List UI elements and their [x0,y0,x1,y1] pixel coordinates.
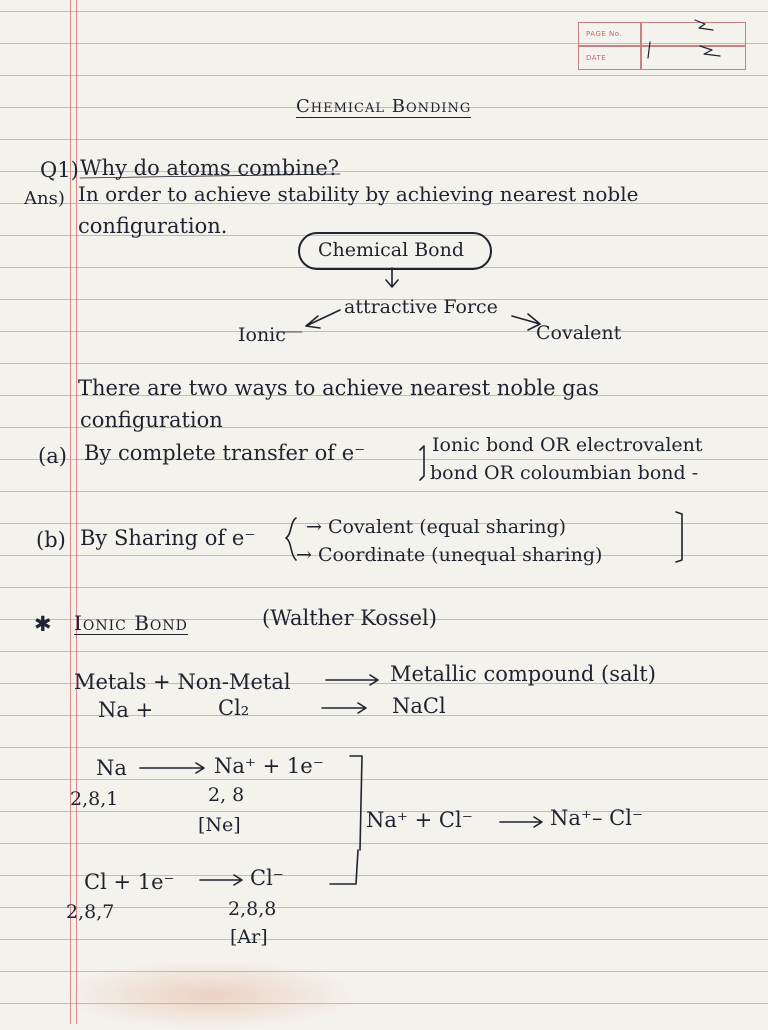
way-a-label: (a) [38,444,67,468]
brace-b-close [676,512,682,562]
question-text: Why do atoms combine? [80,156,340,180]
na-noble-gas: [Ne] [198,814,241,836]
cl-arrow [200,875,242,885]
date-label: DATE [586,54,607,62]
left-arrow [306,310,340,328]
cl-config-2: 2,8,8 [228,898,277,920]
combine-right: Na⁺– Cl⁻ [550,806,644,830]
page-title: Chemical Bonding [296,96,472,117]
answer-label: Ans) [24,188,65,209]
star-icon: ✱ [34,612,52,636]
bracket-cl [330,850,358,884]
general-arrow [326,675,378,685]
way-b-label: (b) [36,528,66,552]
ways-line-2: configuration [80,408,223,432]
na-eq-left: Na [96,756,127,780]
answer-line-1: In order to achieve stability by achieving nearest noble [78,182,639,206]
answer-line-2: configuration. [78,214,228,238]
page-no-label: PAGE No. [586,30,623,38]
cl-config-1: 2,8,7 [66,901,115,923]
ways-line-1: There are two ways to achieve nearest noble gas [78,376,599,400]
combine-arrow [500,817,542,827]
underline-question [80,174,340,178]
diagram-right: Covalent [536,322,622,344]
arrow-transfer [420,446,424,480]
cl-eq-left: Cl + 1e⁻ [84,870,175,894]
example-product: NaCl [392,694,446,718]
general-reactants: Metals + Non-Metal [74,670,291,694]
way-a-text: By complete transfer of e⁻ [84,441,366,465]
general-product: Metallic compound (salt) [390,662,656,686]
way-b-result-1: → Covalent (equal sharing) [306,516,567,538]
down-arrow [386,268,398,287]
date-scribble [648,20,720,58]
ionic-scientist: (Walther Kossel) [262,606,437,630]
example-na: Na + [98,698,154,722]
na-config-1: 2,8,1 [70,788,119,810]
cl-noble-gas: [Ar] [230,926,268,948]
example-arrow [322,703,366,713]
diagram-force: attractive Force [344,296,498,318]
cl-eq-right: Cl⁻ [250,866,284,890]
na-arrow [140,763,204,773]
way-a-result-1: Ionic bond OR electrovalent [432,434,703,456]
bracket-na [350,756,362,850]
way-b-text: By Sharing of e⁻ [80,526,256,550]
na-config-2: 2, 8 [208,784,245,806]
question-label: Q1) [40,158,79,182]
diagram-center: Chemical Bond [318,239,464,261]
combine-left: Na⁺ + Cl⁻ [366,808,473,832]
way-a-result-2: bond OR coloumbian bond - [430,462,699,484]
right-arrow [512,314,540,330]
example-cl2: Cl₂ [218,696,250,720]
na-eq-right: Na⁺ + 1e⁻ [214,754,324,778]
brace-b-open [286,518,296,560]
diagram-left: Ionic [238,324,286,346]
ionic-heading: Ionic Bond [74,611,188,635]
way-b-result-2: → Coordinate (unequal sharing) [296,544,603,566]
